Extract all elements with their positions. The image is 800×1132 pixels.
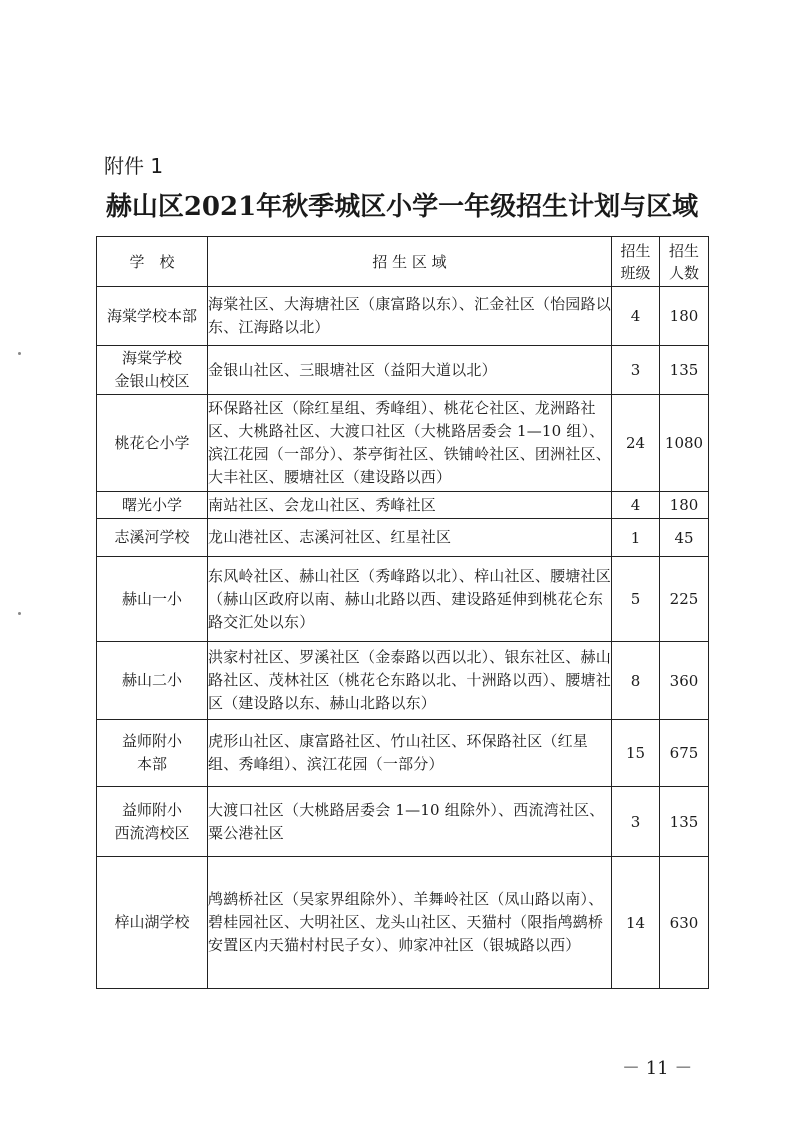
student-count: 180 xyxy=(660,287,709,346)
class-count: 8 xyxy=(612,642,660,720)
class-count: 4 xyxy=(612,492,660,519)
table-header-row xyxy=(97,237,709,287)
class-count: 15 xyxy=(612,720,660,787)
enrollment-area: 环保路社区（除红星组、秀峰组）、桃花仑社区、龙洲路社区、大桃路社区、大渡口社区（大桃路居委会 1—10 组）、滨江花园（一部分）、茶亭街社区、铁铺岭社区、团洲社区、大丰社区、腰塘社区（建设路以西） xyxy=(208,395,612,492)
table-row xyxy=(97,720,709,787)
student-count: 675 xyxy=(660,720,709,787)
school-name: 赫山一小 xyxy=(97,557,208,642)
enrollment-area: 龙山港社区、志溪河社区、红星社区 xyxy=(208,519,612,557)
header-area: 招 生 区 域 xyxy=(208,237,612,287)
student-count: 1080 xyxy=(660,395,709,492)
document-title: 赫山区2021年秋季城区小学一年级招生计划与区域 xyxy=(105,192,699,222)
table-row xyxy=(97,787,709,857)
school-name: 赫山二小 xyxy=(97,642,208,720)
school-name: 益师附小 本部 xyxy=(97,720,208,787)
class-count: 24 xyxy=(612,395,660,492)
student-count: 180 xyxy=(660,492,709,519)
header-students: 招生 人数 xyxy=(660,237,709,287)
student-count: 225 xyxy=(660,557,709,642)
school-name: 曙光小学 xyxy=(97,492,208,519)
enrollment-area: 金银山社区、三眼塘社区（益阳大道以北） xyxy=(208,346,612,395)
class-count: 5 xyxy=(612,557,660,642)
student-count: 360 xyxy=(660,642,709,720)
table-row xyxy=(97,287,709,346)
enrollment-area: 东风岭社区、赫山社区（秀峰路以北）、梓山社区、腰塘社区（赫山区政府以南、赫山北路以西、建设路延伸到桃花仑东路交汇处以东） xyxy=(208,557,612,642)
header-school: 学 校 xyxy=(97,237,208,287)
table-row xyxy=(97,642,709,720)
enrollment-area: 海棠社区、大海塘社区（康富路以东）、汇金社区（怡园路以东、江海路以北） xyxy=(208,287,612,346)
enrollment-area: 洪家村社区、罗溪社区（金泰路以西以北）、银东社区、赫山路社区、茂林社区（桃花仑东路以北、十洲路以西）、腰塘社区（建设路以东、赫山北路以东） xyxy=(208,642,612,720)
school-name: 海棠学校本部 xyxy=(97,287,208,346)
enrollment-area: 大渡口社区（大桃路居委会 1—10 组除外）、西流湾社区、粟公港社区 xyxy=(208,787,612,857)
school-name: 益师附小 西流湾校区 xyxy=(97,787,208,857)
class-count: 4 xyxy=(612,287,660,346)
table-row xyxy=(97,395,709,492)
student-count: 45 xyxy=(660,519,709,557)
attachment-label: 附件 1 xyxy=(104,154,164,178)
class-count: 14 xyxy=(612,857,660,989)
enrollment-area: 虎形山社区、康富路社区、竹山社区、环保路社区（红星组、秀峰组）、滨江花园（一部分） xyxy=(208,720,612,787)
school-name: 志溪河学校 xyxy=(97,519,208,557)
school-name: 桃花仑小学 xyxy=(97,395,208,492)
school-name: 海棠学校 金银山校区 xyxy=(97,346,208,395)
enrollment-area: 鸬鹚桥社区（吴家界组除外）、羊舞岭社区（凤山路以南）、碧桂园社区、大明社区、龙头山社区、天猫村（限指鸬鹚桥安置区内天猫村村民子女）、帅家冲社区（银城路以西） xyxy=(208,857,612,989)
class-count: 1 xyxy=(612,519,660,557)
table-row xyxy=(97,519,709,557)
class-count: 3 xyxy=(612,787,660,857)
student-count: 630 xyxy=(660,857,709,989)
student-count: 135 xyxy=(660,787,709,857)
class-count: 3 xyxy=(612,346,660,395)
table-row xyxy=(97,557,709,642)
table-row xyxy=(97,857,709,989)
scan-speck xyxy=(18,352,21,355)
page-number: － 11 － xyxy=(622,1058,693,1079)
table-row xyxy=(97,492,709,519)
header-classes: 招生 班级 xyxy=(612,237,660,287)
student-count: 135 xyxy=(660,346,709,395)
table-row xyxy=(97,346,709,395)
enrollment-area: 南站社区、会龙山社区、秀峰社区 xyxy=(208,492,612,519)
school-name: 梓山湖学校 xyxy=(97,857,208,989)
scan-speck xyxy=(18,612,21,615)
enrollment-table xyxy=(96,236,709,989)
